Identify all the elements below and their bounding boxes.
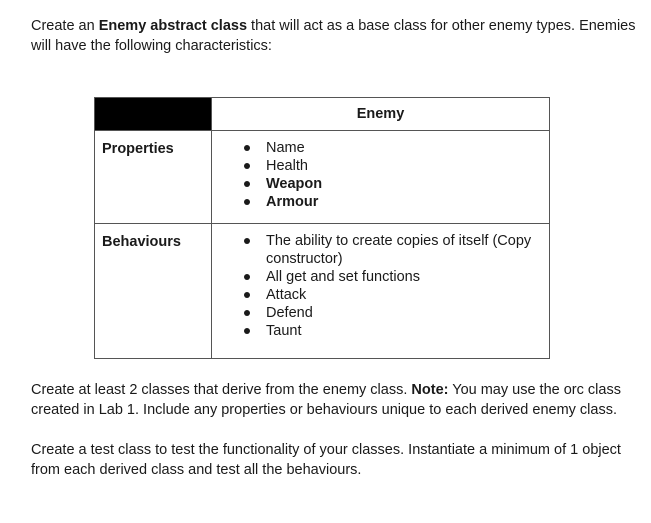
table-title: Enemy xyxy=(212,98,550,131)
behaviours-list xyxy=(212,224,549,348)
intro-prefix: Create an xyxy=(31,18,99,34)
list-item: Attack xyxy=(212,286,549,304)
list-item: Name xyxy=(212,139,549,157)
behaviours-list-cell xyxy=(212,224,550,359)
derive-suffix: You may use the orc class created in Lab 1. Include any properties or behaviours unique to each derived enemy class. xyxy=(31,382,621,418)
list-item: Defend xyxy=(212,304,549,322)
note-label: Note: xyxy=(411,382,449,398)
intro-paragraph xyxy=(31,16,643,56)
properties-row xyxy=(95,131,550,224)
list-item: Weapon xyxy=(212,175,549,193)
list-item: The ability to create copies of itself (Copy constructor) xyxy=(212,232,549,268)
list-item: All get and set functions xyxy=(212,268,549,286)
intro-bold: Enemy abstract class xyxy=(98,18,248,34)
list-item: Taunt xyxy=(212,322,549,340)
properties-list xyxy=(212,131,549,219)
behaviours-row xyxy=(95,224,550,359)
properties-list-cell xyxy=(212,131,550,224)
header-black-cell xyxy=(95,98,212,131)
intro-suffix: that will act as a base class for other enemy types. Enemies will have the following characteristics: xyxy=(31,18,636,54)
list-item: Health xyxy=(212,157,549,175)
table-header-row xyxy=(95,98,550,131)
behaviours-label: Behaviours xyxy=(95,224,212,359)
test-paragraph: Create a test class to test the functionality of your classes. Instantiate a minimum of 1 object from each derived class and test all the behaviours. xyxy=(31,442,621,478)
derive-prefix: Create at least 2 classes that derive from the enemy class. xyxy=(31,382,412,398)
list-item: Armour xyxy=(212,193,549,211)
enemy-table xyxy=(94,97,550,359)
properties-label: Properties xyxy=(95,131,212,224)
derive-paragraph xyxy=(31,380,643,420)
